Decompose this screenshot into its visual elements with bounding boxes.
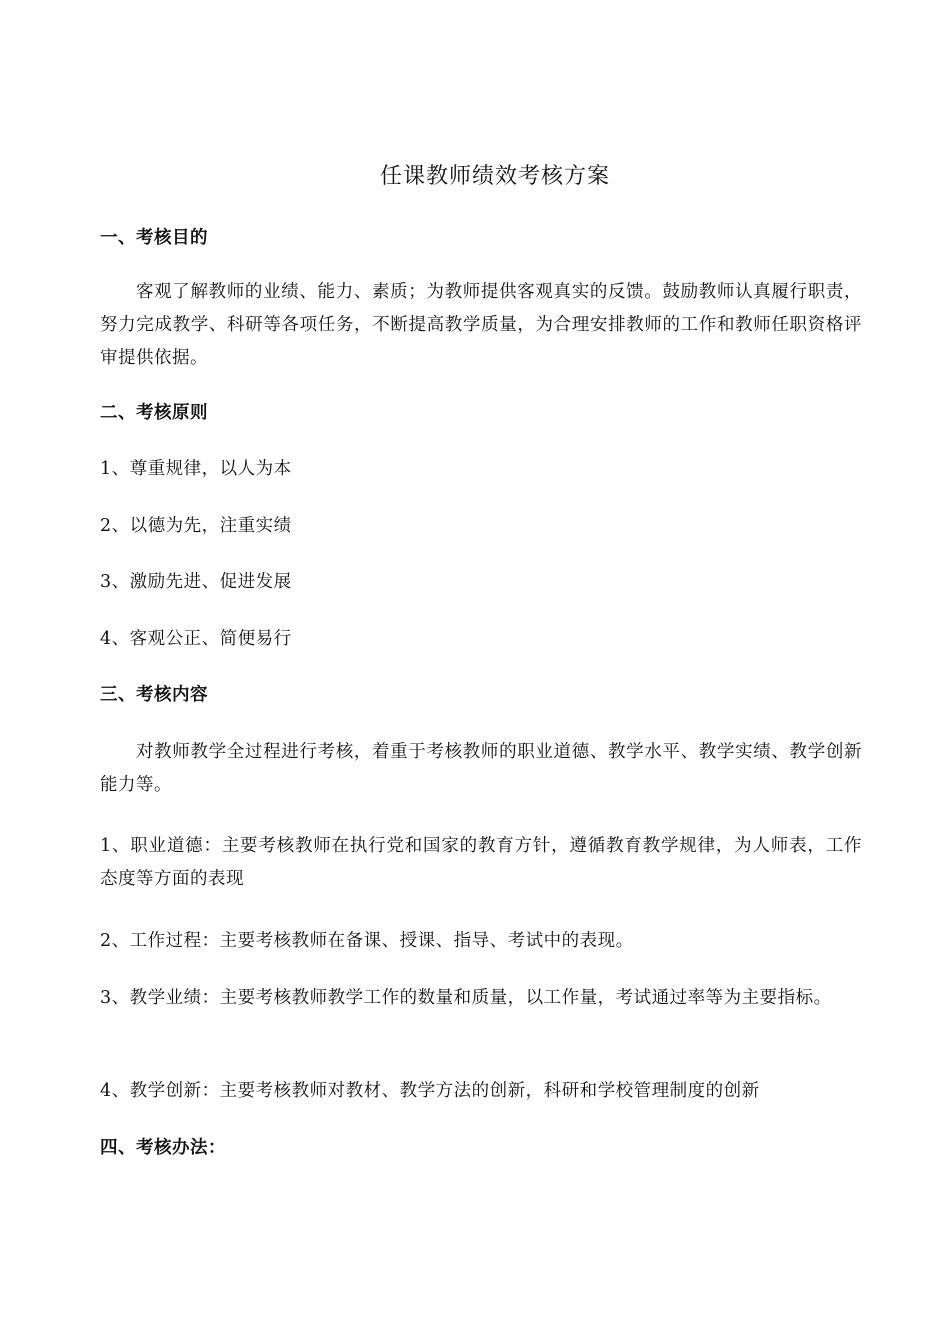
section-heading-content: 三、考核内容: [100, 685, 208, 705]
section-heading-method: 四、考核办法：: [100, 1138, 226, 1158]
section-paragraph-content: 对教师教学全过程进行考核，着重于考核教师的职业道德、教学水平、教学实绩、教学创新能力等。: [100, 742, 862, 795]
list-item-principle-1: 1、尊重规律，以人为本: [100, 459, 292, 479]
list-item-content-3: 3、教学业绩：主要考核教师教学工作的数量和质量，以工作量，考试通过率等为主要指标。: [100, 988, 832, 1008]
list-item-principle-4: 4、客观公正、简便易行: [100, 629, 292, 649]
list-item-principle-2: 2、以德为先，注重实绩: [100, 516, 292, 536]
section-paragraph-purpose: 客观了解教师的业绩、能力、素质；为教师提供客观真实的反馈。鼓励教师认真履行职责，努力完成教学、科研等各项任务，不断提高教学质量，为合理安排教师的工作和教师任职资格评审提供依据。: [100, 282, 862, 368]
section-heading-principles: 二、考核原则: [100, 403, 208, 423]
list-item-content-4: 4、教学创新：主要考核教师对教材、教学方法的创新，科研和学校管理制度的创新: [100, 1081, 760, 1101]
list-item-content-1: 1、职业道德：主要考核教师在执行党和国家的教育方针，遵循教育教学规律，为人师表，工作态度等方面的表现: [100, 836, 862, 889]
document-title: 任课教师绩效考核方案: [379, 164, 610, 189]
list-item-principle-3: 3、激励先进、促进发展: [100, 572, 292, 592]
section-heading-purpose: 一、考核目的: [100, 228, 208, 248]
list-item-content-2: 2、工作过程：主要考核教师在备课、授课、指导、考试中的表现。: [100, 931, 634, 951]
